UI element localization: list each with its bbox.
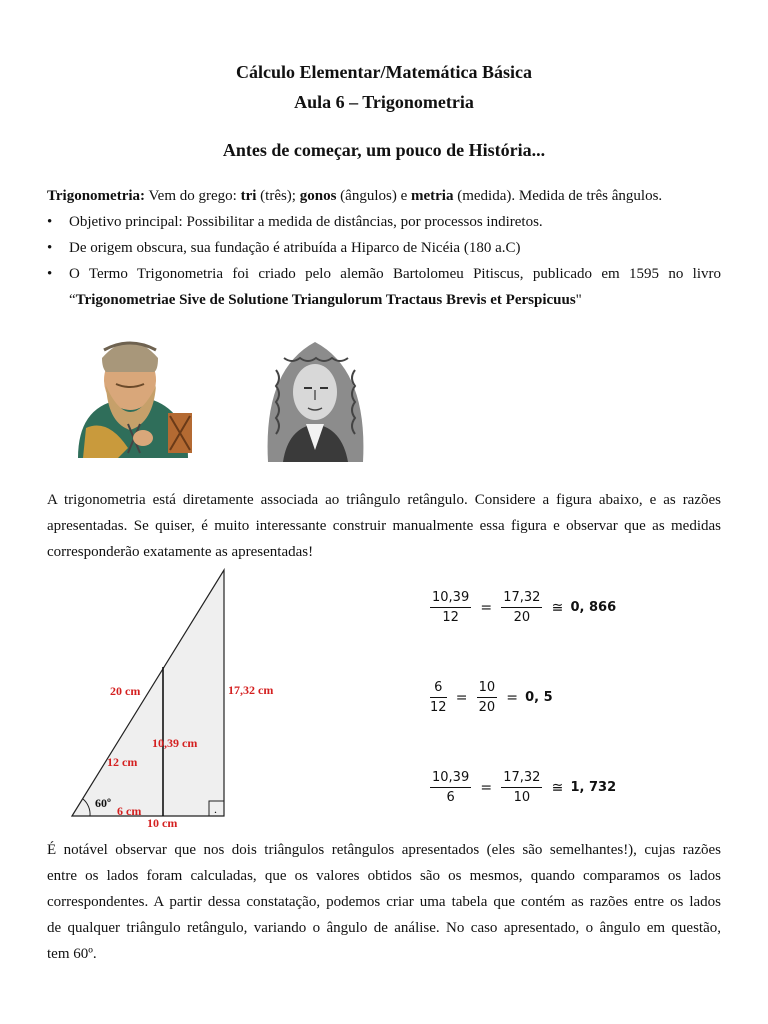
angle-label: 60º	[95, 796, 111, 810]
hyp-big-label: 20 cm	[110, 684, 141, 698]
ratio-formula: $\frac{10,39}{12}$ = $\frac{17,32}{20}$ ≅ 0, 866	[432, 590, 617, 625]
base-small-label: 6 cm	[117, 804, 142, 818]
base-big-label: 10 cm	[147, 816, 178, 830]
document-page: Cálculo Elementar/Matemática Básica Aula 6 – Trigonometria Antes de começar, um pouco de História... Trigonometria: Vem do grego: tri (três); gonos (ângulos) e metria (medida). Medida de três ângulos. • Objetivo principal: Possibilitar a medida de distâncias, por processos indiretos. • De origem obscura, sua fundação é atribuída a Hiparco de Nicéia (180 a.C) • O Termo Trigonometria foi criado pelo alemão Bartolomeu Pitiscus, publicado em 1595 no livro “Trigonometriae Sive de Solutione Triangulorum Tractaus Brevis et Perspicuus" A trigonometria está diretamente associada ao triângulo retângulo. Considere a figura abaixo, e as razões apresentadas. Se quiser, é muito interessante construir manualmente essa figura e observar que as medidas corresponderão exatamente as apresentadas! . 20 cm 17,32 cm 10,39 cm 12 cm 6 cm 10 cm 60º $\frac{10,39}{12}$ = $\frac{17,32}{20}$ ≅ 0, 866 $\frac{6}{12}$ = $\frac{10}{20}$ = 0, 5 $\frac{10,39}{6}$ = $\frac{17,32}{10}$ ≅ 1, 732 É notável observar que nos dois triângulos retângulos apresentados (eles são semelhantes!), cujas razões entre os lados foram calculadas, que os valores obtidos são os mesmos, quando comparamos os lados correspondentes. A partir dessa constatação, podemos criar uma tabela que contém as razões entre os lados de qualquer triângulo retângulo, variando o ângulo de análise. No caso apresentado, o ângulo em questão, tem 60º.	[0, 0, 768, 1024]
intro-paragraph: Trigonometria: Vem do grego: tri (três); gonos (ângulos) e metria (medida). Medida de três ângulos.	[47, 188, 663, 204]
large-triangle	[72, 570, 224, 816]
bullet-icon: •	[47, 240, 53, 256]
right-angle-dot: .	[214, 802, 217, 816]
term-label: Trigonometria:	[47, 188, 146, 204]
figure-intro-paragraph: A trigonometria está diretamente associada ao triângulo retângulo. Considere a figura abaixo, e as razões apresentadas. Se quiser, é muito interessante construir manualmente essa figura e observar que as medidas corresponderão exatamente as apresentadas!	[47, 492, 721, 560]
book-title-line: “Trigonometriae Sive de Solutione Triangulorum Tractaus Brevis et Perspicuus"	[69, 292, 582, 308]
course-title: Cálculo Elementar/Matemática Básica	[236, 62, 532, 82]
pitiscus-portrait-image	[248, 330, 383, 462]
bullet-icon: •	[47, 214, 53, 230]
lesson-title: Aula 6 – Trigonometria	[294, 92, 474, 112]
right-triangle-figure	[60, 562, 300, 832]
ratio-formula: $\frac{10,39}{6}$ = $\frac{17,32}{10}$ ≅ 1, 732	[432, 770, 617, 805]
scholar-portrait-image	[58, 328, 198, 458]
leg-small-label: 10,39 cm	[152, 736, 198, 750]
leg-big-label: 17,32 cm	[228, 683, 274, 697]
bullet-icon: •	[47, 266, 53, 282]
section-heading: Antes de começar, um pouco de História...	[222, 140, 546, 160]
conclusion-paragraph: É notável observar que nos dois triângulos retângulos apresentados (eles são semelhantes!), cujas razões entre os lados foram calculadas, que os valores obtidos são os mesmos, quando comparamos os lados correspondentes. A partir dessa constatação, podemos criar uma tabela que contém as razões entre os lados de qualquer triângulo retângulo, variando o ângulo de análise. No caso apresentado, o ângulo em questão, tem 60º.	[47, 842, 721, 962]
book-title: Trigonometriae Sive de Solutione Triangulorum Tractaus Brevis et Perspicuus	[75, 292, 576, 308]
ratio-formula: $\frac{6}{12}$ = $\frac{10}{20}$ = 0, 5	[430, 680, 553, 715]
hyp-small-label: 12 cm	[107, 755, 138, 769]
